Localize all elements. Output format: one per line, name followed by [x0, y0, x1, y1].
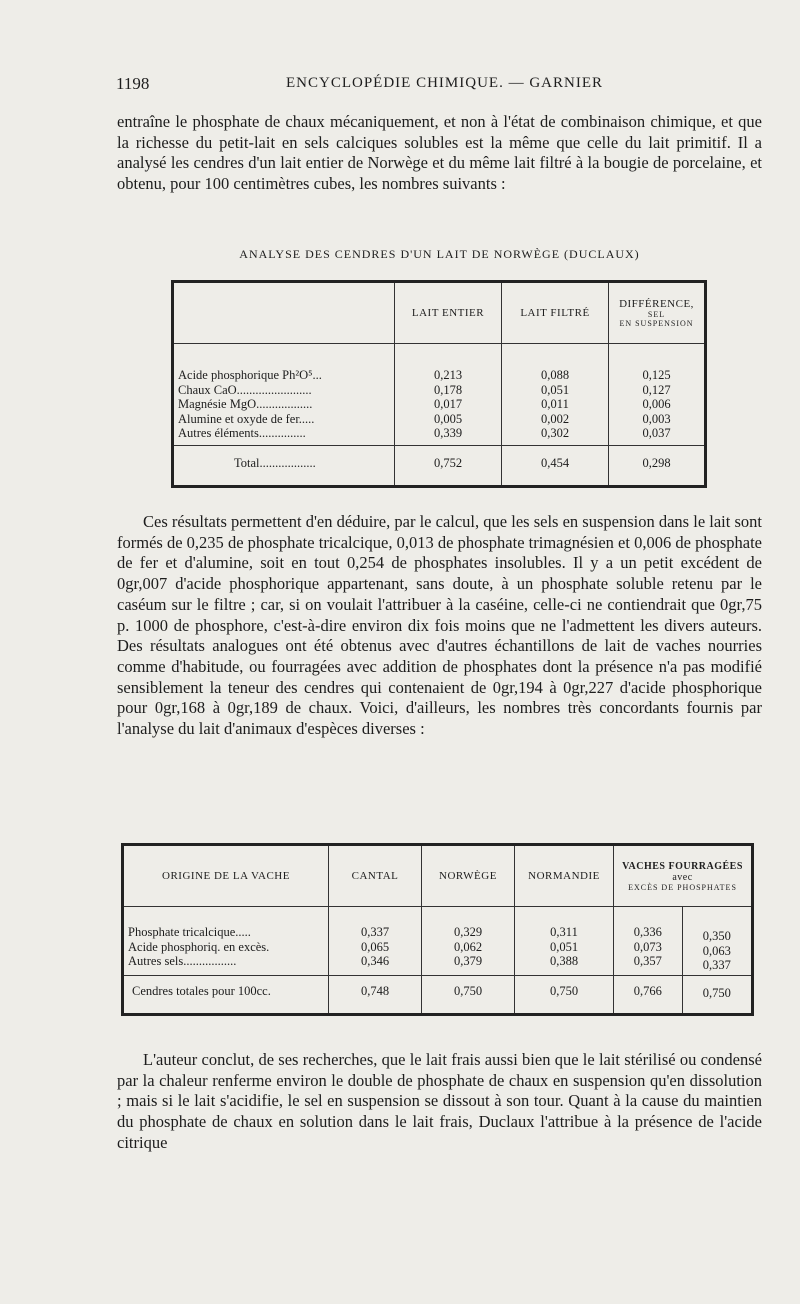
- row-label: Acide phosphorique Ph²O⁵...: [178, 368, 322, 382]
- col-lait-entier: LAIT ENTIER: [395, 282, 502, 344]
- cell-value: 0,357: [633, 954, 662, 968]
- row-label: Phosphate tricalcique.....: [128, 925, 251, 939]
- col-cantal: CANTAL: [329, 845, 422, 907]
- total-value: 0,750: [682, 975, 752, 1014]
- cell-value: 0,125: [642, 368, 671, 382]
- table-row: [123, 907, 753, 976]
- row-label: Autres sels.................: [128, 954, 237, 968]
- paragraph-intro: entraîne le phosphate de chaux mécaniquement, et non à l'état de combinaison chimique, et que la richesse du petit-lait en sels calciques solubles est la même que celle du lait primitif. Il a analysé les cendres d'un lait entier de Norwège et du même lait filtré à la bougie de porcelaine, et obtenu, pour 100 centimètres cubes, les nombres suivants :: [117, 112, 762, 194]
- col-vaches-title: VACHES FOURRAGÉES: [622, 860, 743, 872]
- paragraph-conclusion: L'auteur conclut, de ses recherches, que le lait frais aussi bien que le lait stérilisé ou condensé par la chaleur renferme environ le double de phosphate de chaux en suspension qu'en dissolution ; mais si le lait s'acidifie, le sel en suspension se dissout à son tour. Quant à la cause du maintien du phosphate de chaux en solution dans le lait frais, Duclaux l'attribue à la présence de l'acide citrique: [117, 1050, 762, 1152]
- total-value: 0,750: [515, 975, 614, 1014]
- cell-value: 0,051: [549, 939, 579, 954]
- table-row: [173, 344, 706, 446]
- col-vaches: [614, 845, 753, 907]
- col-difference-sel: SEL: [647, 310, 666, 319]
- table-total-row: [123, 975, 753, 1014]
- cell-value: 0,336: [633, 925, 662, 939]
- col-norwege: NORWÈGE: [422, 845, 515, 907]
- cell-value: 0,311: [550, 925, 578, 939]
- cell-value: 0,003: [642, 411, 671, 426]
- total-value: 0,752: [395, 445, 502, 486]
- cell-value: 0,350: [702, 929, 731, 943]
- cell-value: 0,011: [541, 397, 569, 411]
- page-number: 1198: [116, 74, 150, 93]
- col-difference-suspension: EN SUSPENSION: [619, 319, 694, 328]
- table1-caption: ANALYSE DES CENDRES D'UN LAIT DE NORWÈGE (DUCLAUX): [239, 247, 640, 261]
- cell-value: 0,302: [540, 426, 570, 440]
- cell-value: 0,088: [540, 368, 570, 382]
- cell-value: 0,346: [360, 954, 390, 968]
- cell-value: 0,065: [360, 939, 390, 954]
- cell-value: 0,213: [433, 368, 463, 382]
- table-ash-analysis: [171, 280, 707, 488]
- col-lait-filtre: LAIT FILTRÉ: [502, 282, 609, 344]
- cell-value: 0,051: [540, 382, 570, 397]
- total-value: 0,298: [609, 445, 706, 486]
- total-value: 0,750: [422, 975, 515, 1014]
- cell-value: 0,337: [360, 925, 390, 939]
- col-difference-title: DIFFÉRENCE,: [619, 298, 694, 310]
- cell-value: 0,178: [433, 382, 463, 397]
- cell-value: 0,037: [642, 426, 671, 440]
- cell-value: 0,388: [549, 954, 579, 968]
- col-vaches-avec: avec: [672, 871, 693, 883]
- paragraph-results: Ces résultats permettent d'en déduire, par le calcul, que les sels en suspension dans le lait sont formés de 0,235 de phosphate tricalcique, 0,013 de phosphate trimagnésien et 0,006 de phosphate de fer et d'alumine, soit en tout 0,254 de phosphates insolubles. Il y a un petit excédent de 0gr,007 d'acide phosphorique appartenant, sans doute, à un phosphate soluble retenu par le caséum sur le filtre ; car, si on voulait l'attribuer à la caséine, celle-ci ne contiendrait que 0gr,75 p. 1000 de phosphore, c'est-à-dire environ dix fois moins que ne l'admettent les divers auteurs. Des résultats analogues ont été obtenus avec d'autres échantillons de lait de vaches nourries comme d'habitude, ou fourragées avec addition de phosphates dont la présence n'a pas modifié sensiblement la teneur des cendres qui contenaient de 0gr,194 à 0gr,227 d'acide phosphorique pour 0gr,168 à 0gr,189 de chaux. Voici, d'ailleurs, les nombres très concordants fournis par l'analyse du lait d'animaux d'espèces diverses :: [117, 512, 762, 739]
- row-label: Magnésie MgO..................: [178, 397, 313, 411]
- running-title: ENCYCLOPÉDIE CHIMIQUE. — GARNIER: [286, 75, 603, 91]
- cell-value: 0,006: [642, 397, 671, 411]
- cell-value: 0,329: [453, 925, 483, 939]
- cell-value: 0,073: [633, 939, 662, 954]
- col-origin: ORIGINE DE LA VACHE: [123, 845, 329, 907]
- col-normandie: NORMANDIE: [515, 845, 614, 907]
- cell-value: 0,063: [702, 943, 731, 958]
- col-vaches-exces: EXCÈS DE PHOSPHATES: [628, 882, 737, 892]
- total-value: 0,766: [614, 975, 683, 1014]
- cell-value: 0,337: [702, 958, 731, 972]
- total-label: Cendres totales pour 100cc.: [123, 975, 329, 1014]
- row-label: Chaux CaO........................: [178, 382, 312, 397]
- page-header: [116, 74, 766, 98]
- cell-value: 0,339: [433, 426, 463, 440]
- total-value: 0,748: [329, 975, 422, 1014]
- row-label: Acide phosphoriq. en excès.: [128, 939, 270, 954]
- cell-value: 0,127: [642, 382, 671, 397]
- col-difference: [609, 282, 706, 344]
- total-label: Total..................: [173, 445, 395, 486]
- table-total-row: [173, 445, 706, 486]
- row-label: Autres éléments...............: [178, 426, 306, 440]
- table-species-comparison: [121, 843, 754, 1016]
- row-label: Alumine et oxyde de fer.....: [178, 411, 315, 426]
- cell-value: 0,017: [433, 397, 463, 411]
- cell-value: 0,062: [453, 939, 483, 954]
- total-value: 0,454: [502, 445, 609, 486]
- cell-value: 0,379: [453, 954, 483, 968]
- cell-value: 0,005: [433, 411, 463, 426]
- cell-value: 0,002: [540, 411, 570, 426]
